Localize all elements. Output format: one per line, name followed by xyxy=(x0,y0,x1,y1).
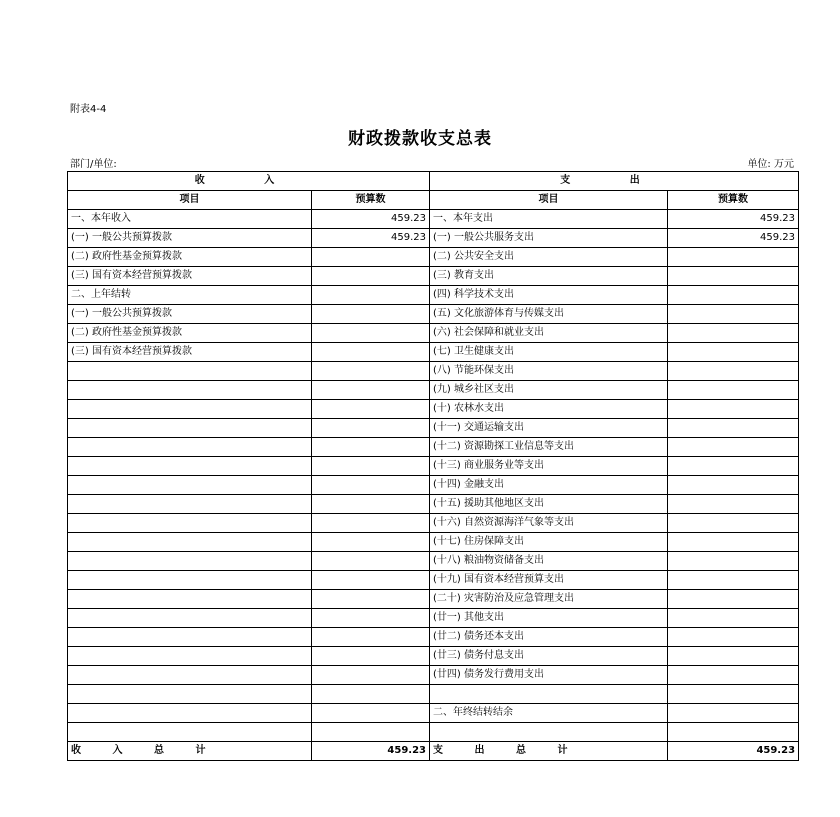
income-value-cell xyxy=(312,628,430,647)
income-value-cell xyxy=(312,267,430,286)
expense-value-cell xyxy=(668,552,799,571)
table-row xyxy=(68,305,799,324)
table-row xyxy=(68,229,799,248)
expense-item-cell: (三) 教育支出 xyxy=(430,267,668,286)
income-item-cell xyxy=(68,647,312,666)
income-value-cell xyxy=(312,438,430,457)
income-item-cell xyxy=(68,495,312,514)
income-item-cell xyxy=(68,723,312,742)
expense-value-cell xyxy=(668,419,799,438)
income-item-cell xyxy=(68,533,312,552)
expense-value-cell xyxy=(668,343,799,362)
income-value-cell: 459.23 xyxy=(312,210,430,229)
income-item-cell xyxy=(68,381,312,400)
income-item-cell: (二) 政府性基金预算拨款 xyxy=(68,248,312,267)
expense-value-cell xyxy=(668,381,799,400)
expense-value-cell xyxy=(668,324,799,343)
annex-label: 附表4-4 xyxy=(70,104,107,115)
expense-value-cell xyxy=(668,476,799,495)
income-total-label: 收 入 总 计 xyxy=(68,742,312,761)
income-value-cell xyxy=(312,533,430,552)
expense-item-cell: (八) 节能环保支出 xyxy=(430,362,668,381)
income-value-cell xyxy=(312,723,430,742)
expense-total-value: 459.23 xyxy=(668,742,799,761)
income-item-cell xyxy=(68,400,312,419)
expense-value-cell xyxy=(668,723,799,742)
expense-item-cell: (一) 一般公共服务支出 xyxy=(430,229,668,248)
income-value-cell xyxy=(312,457,430,476)
income-item-cell: (二) 政府性基金预算拨款 xyxy=(68,324,312,343)
expense-item-cell: (十) 农林水支出 xyxy=(430,400,668,419)
expense-value-cell xyxy=(668,400,799,419)
expense-value-cell: 459.23 xyxy=(668,210,799,229)
income-value-cell xyxy=(312,248,430,267)
income-item-cell xyxy=(68,552,312,571)
table-row xyxy=(68,552,799,571)
table-row xyxy=(68,248,799,267)
income-item-cell: (一) 一般公共预算拨款 xyxy=(68,305,312,324)
expense-value-cell xyxy=(668,533,799,552)
table-row xyxy=(68,685,799,704)
expense-budget-header: 预算数 xyxy=(668,191,799,210)
expense-item-cell: (五) 文化旅游体育与传媒支出 xyxy=(430,305,668,324)
income-value-cell xyxy=(312,571,430,590)
income-value-cell: 459.23 xyxy=(312,229,430,248)
expense-item-cell: (九) 城乡社区支出 xyxy=(430,381,668,400)
income-value-cell xyxy=(312,552,430,571)
expense-item-cell: (十六) 自然资源海洋气象等支出 xyxy=(430,514,668,533)
income-item-cell xyxy=(68,362,312,381)
income-value-cell xyxy=(312,685,430,704)
table-row xyxy=(68,210,799,229)
expense-value-cell xyxy=(668,305,799,324)
expense-item-cell: (七) 卫生健康支出 xyxy=(430,343,668,362)
income-value-cell xyxy=(312,324,430,343)
income-item-cell xyxy=(68,419,312,438)
expense-value-cell xyxy=(668,628,799,647)
table-row xyxy=(68,533,799,552)
totals-row xyxy=(68,742,799,761)
table-row xyxy=(68,476,799,495)
expense-item-cell: (二十) 灾害防治及应急管理支出 xyxy=(430,590,668,609)
expense-value-cell xyxy=(668,590,799,609)
expense-section-header: 支 出 xyxy=(430,172,799,191)
income-item-cell xyxy=(68,476,312,495)
expense-item-cell: 二、年终结转结余 xyxy=(430,704,668,723)
table-row xyxy=(68,666,799,685)
expense-total-label: 支 出 总 计 xyxy=(430,742,668,761)
table-row xyxy=(68,495,799,514)
expense-item-cell: (十四) 金融支出 xyxy=(430,476,668,495)
income-value-cell xyxy=(312,495,430,514)
table-row xyxy=(68,438,799,457)
table-row xyxy=(68,704,799,723)
income-budget-header: 预算数 xyxy=(312,191,430,210)
expense-value-cell xyxy=(668,685,799,704)
expense-value-cell xyxy=(668,457,799,476)
income-item-cell xyxy=(68,609,312,628)
table-row xyxy=(68,723,799,742)
table-row xyxy=(68,590,799,609)
expense-item-cell: (十二) 资源勘探工业信息等支出 xyxy=(430,438,668,457)
table-row xyxy=(68,343,799,362)
income-value-cell xyxy=(312,590,430,609)
table-row xyxy=(68,647,799,666)
expense-item-cell: (六) 社会保障和就业支出 xyxy=(430,324,668,343)
expense-value-cell xyxy=(668,666,799,685)
expense-value-cell xyxy=(668,248,799,267)
table-row xyxy=(68,457,799,476)
expense-item-cell: (廿二) 债务还本支出 xyxy=(430,628,668,647)
unit-label: 单位: 万元 xyxy=(747,159,794,170)
income-value-cell xyxy=(312,704,430,723)
expense-item-header: 项目 xyxy=(430,191,668,210)
income-item-cell xyxy=(68,590,312,609)
income-item-cell xyxy=(68,514,312,533)
table-row xyxy=(68,381,799,400)
income-item-cell xyxy=(68,571,312,590)
income-value-cell xyxy=(312,400,430,419)
income-item-cell xyxy=(68,685,312,704)
expense-item-cell: (廿一) 其他支出 xyxy=(430,609,668,628)
table-row xyxy=(68,609,799,628)
expense-item-cell: (十八) 粮油物资储备支出 xyxy=(430,552,668,571)
table-row xyxy=(68,628,799,647)
income-value-cell xyxy=(312,381,430,400)
expense-value-cell xyxy=(668,286,799,305)
income-item-header: 项目 xyxy=(68,191,312,210)
expense-item-cell: (十五) 援助其他地区支出 xyxy=(430,495,668,514)
income-value-cell xyxy=(312,666,430,685)
expense-item-cell: (十七) 住房保障支出 xyxy=(430,533,668,552)
income-value-cell xyxy=(312,647,430,666)
expense-item-cell xyxy=(430,685,668,704)
income-value-cell xyxy=(312,419,430,438)
income-section-header: 收 入 xyxy=(68,172,430,191)
expense-value-cell xyxy=(668,362,799,381)
income-item-cell xyxy=(68,704,312,723)
expense-value-cell xyxy=(668,571,799,590)
table-row xyxy=(68,362,799,381)
table-row xyxy=(68,286,799,305)
expense-value-cell xyxy=(668,647,799,666)
income-value-cell xyxy=(312,609,430,628)
expense-value-cell xyxy=(668,438,799,457)
expense-value-cell xyxy=(668,514,799,533)
income-item-cell: (一) 一般公共预算拨款 xyxy=(68,229,312,248)
table-row xyxy=(68,267,799,286)
column-header-row xyxy=(68,191,799,210)
table-row xyxy=(68,571,799,590)
expense-item-cell: (廿四) 债务发行费用支出 xyxy=(430,666,668,685)
expense-item-cell: (十一) 交通运输支出 xyxy=(430,419,668,438)
income-value-cell xyxy=(312,286,430,305)
table-row xyxy=(68,400,799,419)
expense-item-cell: (四) 科学技术支出 xyxy=(430,286,668,305)
expense-item-cell: (二) 公共安全支出 xyxy=(430,248,668,267)
income-value-cell xyxy=(312,362,430,381)
expense-value-cell xyxy=(668,609,799,628)
income-item-cell xyxy=(68,438,312,457)
income-item-cell xyxy=(68,628,312,647)
expense-value-cell: 459.23 xyxy=(668,229,799,248)
page-title: 财政拨款收支总表 xyxy=(348,129,492,149)
expense-item-cell: 一、本年支出 xyxy=(430,210,668,229)
income-item-cell xyxy=(68,666,312,685)
expense-item-cell: (十九) 国有资本经营预算支出 xyxy=(430,571,668,590)
table-row xyxy=(68,514,799,533)
department-label: 部门/单位: xyxy=(70,159,117,170)
expense-value-cell xyxy=(668,267,799,286)
income-total-value: 459.23 xyxy=(312,742,430,761)
income-value-cell xyxy=(312,305,430,324)
income-item-cell: (三) 国有资本经营预算拨款 xyxy=(68,267,312,286)
income-value-cell xyxy=(312,343,430,362)
income-value-cell xyxy=(312,514,430,533)
table-row xyxy=(68,419,799,438)
expense-value-cell xyxy=(668,495,799,514)
expense-item-cell: (廿三) 债务付息支出 xyxy=(430,647,668,666)
expense-item-cell: (十三) 商业服务业等支出 xyxy=(430,457,668,476)
section-header-row xyxy=(68,172,799,191)
income-item-cell: 一、本年收入 xyxy=(68,210,312,229)
income-item-cell: 二、上年结转 xyxy=(68,286,312,305)
expense-value-cell xyxy=(668,704,799,723)
income-item-cell: (三) 国有资本经营预算拨款 xyxy=(68,343,312,362)
income-item-cell xyxy=(68,457,312,476)
expense-item-cell xyxy=(430,723,668,742)
budget-table xyxy=(67,171,799,761)
table-row xyxy=(68,324,799,343)
income-value-cell xyxy=(312,476,430,495)
